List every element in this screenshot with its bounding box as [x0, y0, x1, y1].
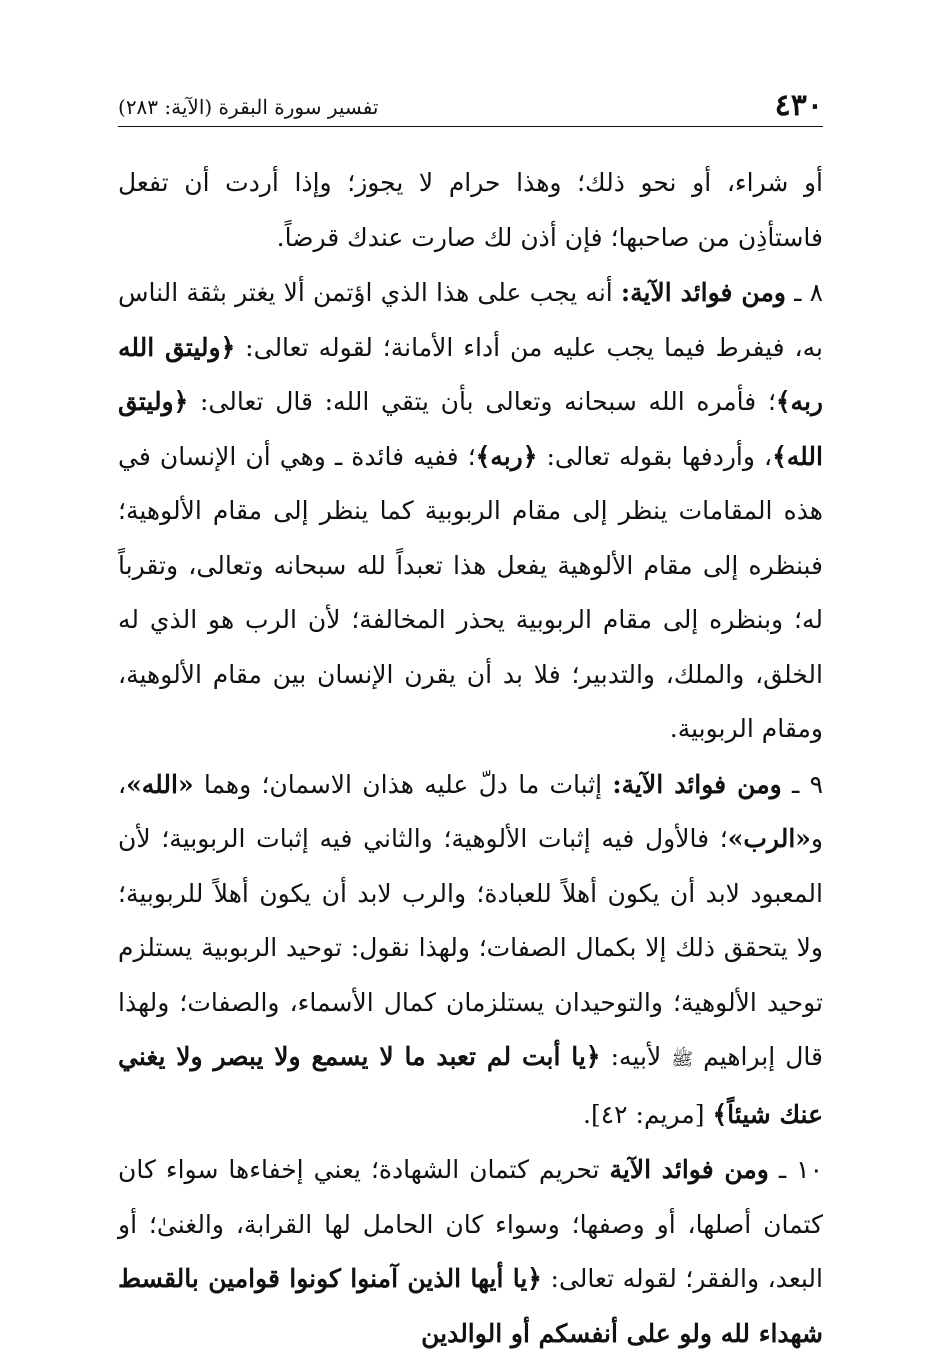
paragraph-text: ، وأردفها بقوله تعالى:	[537, 441, 773, 471]
paragraph-text: أو شراء، أو نحو ذلك؛ وهذا حرام لا يجوز؛ وإذا أردت أن تفعل فاستأذِن من صاحبها؛ فإن أذن لك صارت عندك قرضاً.	[118, 168, 823, 252]
paragraph-benefit-9	[118, 758, 823, 1143]
quran-quote: ﴿وليتق الله ربه﴾	[118, 332, 823, 416]
honorific-glyph: ﷺ	[671, 1049, 694, 1070]
paragraph-text: ؛ فأمره الله سبحانه وتعالى بأن يتقي الله: قال تعالى:	[188, 387, 776, 416]
benefit-heading: ومن فوائد الآية:	[620, 278, 786, 307]
benefit-heading: ومن فوائد الآية:	[612, 769, 782, 799]
paragraph-benefit-10	[118, 1143, 823, 1361]
paragraph-text: ؛ فالأول فيه إثبات الألوهية؛ والثاني فيه إثبات الربوبية؛ لأن المعبود لابد أن يكون أهلاً للعبادة؛ والرب لابد أن يكون أهلاً للربوبية؛ ولا يتحقق ذلك إلا بكمال الصفات؛ ولهذا نقول: توحيد الربوبية يستلزم توحيد الألوهية؛ والتوحيدان يستلزمان كمال الأسماء، والصفات؛ ولهذا قال إبراهيم	[118, 824, 824, 1071]
paragraph-text: أنه يجب على هذا الذي اؤتمن ألا يغتر بثقة الناس به، فيفرط فيما يجب عليه من أداء الأمانة؛ لقوله تعالى:	[118, 278, 823, 362]
divine-name: «الله»	[126, 769, 194, 799]
verse-reference: [مريم: ٤٢].	[583, 1099, 713, 1129]
page-header	[118, 88, 823, 126]
divine-name: «الرب»	[727, 824, 811, 853]
paragraph-text: ، و	[118, 769, 823, 853]
paragraph-benefit-8	[118, 266, 823, 757]
header-rule	[118, 126, 823, 127]
page-body	[118, 156, 823, 1361]
benefit-number: ٩ ـ	[781, 769, 824, 799]
paragraph-text: إثبات ما دلّ عليه هذان الاسمان؛ وهما	[193, 769, 613, 799]
running-title: تفسير سورة البقرة (الآية: ٢٨٣)	[118, 95, 379, 119]
quran-quote: ﴿يا أيها الذين آمنوا كونوا قوامين بالقسط شهداء لله ولو على أنفسكم أو الوالدين	[118, 1264, 823, 1348]
paragraph-text: لأبيه:	[600, 1042, 672, 1071]
quran-quote: ﴿يا أبت لم تعبد ما لا يسمع ولا يبصر ولا يغني عنك شيئاً﴾	[118, 1042, 823, 1129]
page-number: ٤٣٠	[774, 88, 823, 123]
benefit-number: ١٠ ـ	[768, 1155, 824, 1184]
benefit-heading: ومن فوائد الآية	[609, 1155, 769, 1184]
quran-quote: ﴿ربه﴾	[475, 441, 538, 471]
paragraph-text: ؛ ففيه فائدة ـ وهي أن الإنسان في هذه المقامات ينظر إلى مقام الربوبية كما ينظر إلى مقام الألوهية؛ فبنظره إلى مقام الألوهية يفعل هذا تعبداً لله سبحانه وتعالى، وتقرباً له؛ وبنظره إلى مقام الربوبية يحذر المخالفة؛ لأن الرب هو الذي له الخلق، والملك، والتدبير؛ فلا بد أن يقرن الإنسان بين مقام الألوهية، ومقام الربوبية.	[118, 441, 823, 743]
quran-quote: ﴿وليتق الله﴾	[118, 387, 823, 471]
benefit-number: ٨ ـ	[785, 278, 823, 307]
paragraph-text: تحريم كتمان الشهادة؛ يعني إخفاءها سواء كان كتمان أصلها، أو وصفها؛ وسواء كان الحامل لها القرابة، والغنىٰ؛ أو البعد، والفقر؛ لقوله تعالى:	[118, 1155, 823, 1293]
paragraph-continuation	[118, 156, 823, 265]
